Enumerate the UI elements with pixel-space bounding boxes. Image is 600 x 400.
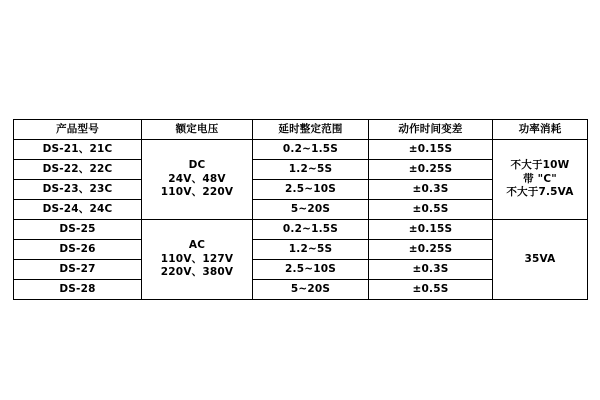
- cell-model: DS-28: [14, 280, 142, 300]
- cell-delay-range: 5~20S: [253, 280, 369, 300]
- cell-delay-range: 1.2~5S: [253, 160, 369, 180]
- cell-delay-range: 0.2~1.5S: [253, 140, 369, 160]
- cell-time-variation: ±0.3S: [369, 260, 493, 280]
- voltage-ac-line1: AC: [188, 239, 206, 252]
- power-dc-line2: 带 "C": [523, 172, 557, 185]
- voltage-dc-line1: DC: [188, 159, 206, 172]
- cell-time-variation: ±0.5S: [369, 200, 493, 220]
- cell-time-variation: ±0.25S: [369, 240, 493, 260]
- cell-time-variation: ±0.25S: [369, 160, 493, 180]
- spec-table-container: [13, 119, 587, 300]
- cell-voltage-dc: [142, 140, 253, 220]
- cell-delay-range: 2.5~10S: [253, 180, 369, 200]
- voltage-ac-line2: 110V、127V: [160, 252, 234, 265]
- power-dc-line3: 不大于7.5VA: [506, 186, 574, 199]
- cell-delay-range: 5~20S: [253, 200, 369, 220]
- column-header-model: 产品型号: [14, 120, 142, 140]
- cell-model: DS-21、21C: [14, 140, 142, 160]
- cell-time-variation: ±0.15S: [369, 140, 493, 160]
- cell-voltage-ac: [142, 220, 253, 300]
- cell-model: DS-26: [14, 240, 142, 260]
- cell-delay-range: 0.2~1.5S: [253, 220, 369, 240]
- cell-model: DS-23、23C: [14, 180, 142, 200]
- specification-table: [13, 119, 588, 300]
- table-row: [14, 220, 588, 240]
- column-header-delay-range: 延时整定范围: [253, 120, 369, 140]
- column-header-time-variation: 动作时间变差: [369, 120, 493, 140]
- cell-model: DS-27: [14, 260, 142, 280]
- power-dc-line1: 不大于10W: [510, 159, 570, 172]
- cell-delay-range: 2.5~10S: [253, 260, 369, 280]
- column-header-voltage: 额定电压: [142, 120, 253, 140]
- column-header-power: 功率消耗: [493, 120, 588, 140]
- cell-time-variation: ±0.15S: [369, 220, 493, 240]
- cell-power-ac: 35VA: [493, 220, 588, 300]
- voltage-dc-line2: 24V、48V: [168, 172, 226, 185]
- cell-time-variation: ±0.5S: [369, 280, 493, 300]
- cell-model: DS-25: [14, 220, 142, 240]
- cell-delay-range: 1.2~5S: [253, 240, 369, 260]
- table-row: [14, 140, 588, 160]
- voltage-ac-line3: 220V、380V: [160, 266, 234, 279]
- cell-model: DS-22、22C: [14, 160, 142, 180]
- cell-power-dc: [493, 140, 588, 220]
- cell-time-variation: ±0.3S: [369, 180, 493, 200]
- table-header-row: [14, 120, 588, 140]
- voltage-dc-line3: 110V、220V: [160, 186, 234, 199]
- cell-model: DS-24、24C: [14, 200, 142, 220]
